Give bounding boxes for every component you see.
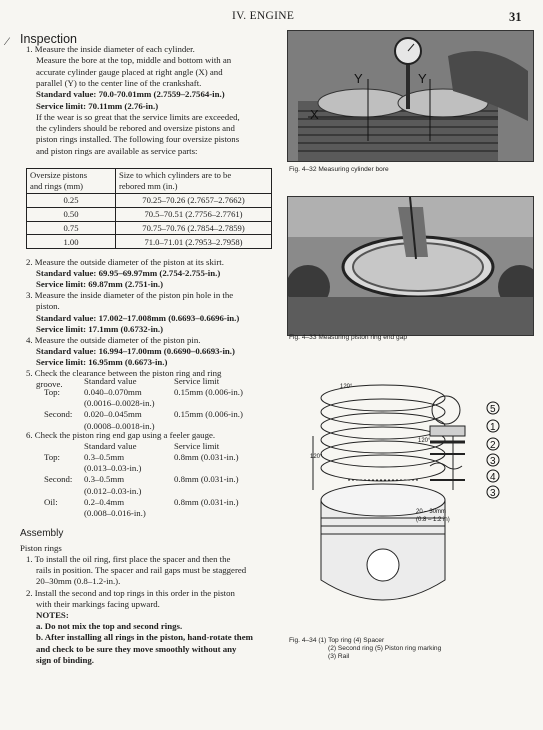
label-y-right: Y <box>418 71 427 86</box>
chapter-title: IV. ENGINE <box>232 10 295 22</box>
table-cell: Top: <box>44 452 60 462</box>
table-cell: 0.3–0.5mm <box>84 474 125 485</box>
text-line: groove. <box>36 379 63 390</box>
column-header: Standard value <box>84 376 137 386</box>
table-row <box>27 207 272 221</box>
callout-1 <box>487 420 499 433</box>
text-line: Measure the bore at the top, middle and bottom with an <box>36 55 232 66</box>
text-line: 5. Check the clearance between the piston ring and ring <box>26 368 222 378</box>
svg-text:2: 2 <box>490 440 496 451</box>
callout-4 <box>487 470 499 483</box>
table-cell: 70.25–70.26 (2.7657–2.7662) <box>116 194 272 208</box>
text-line: accurate cylinder gauge placed at right angle (X) and <box>36 66 223 77</box>
oversize-table <box>26 168 272 249</box>
label-y-left: Y <box>354 71 363 86</box>
text-line: Standard value: 70.0-70.01mm (2.7559–2.7564-in.) <box>36 89 225 100</box>
ring-gap-photo <box>288 197 533 335</box>
piston-ring-diagram <box>288 350 538 630</box>
text-line: 4. Measure the outside diameter of the piston pin. <box>26 334 201 345</box>
table-cell: 0.8mm (0.031-in.) <box>174 452 239 462</box>
text-line: 1. Measure the inside diameter of each cylinder. <box>26 44 195 54</box>
table-cell: 0.2–0.4mm <box>84 496 125 507</box>
table-row <box>27 194 272 208</box>
column-header: Standard value <box>84 441 137 451</box>
table-cell: 0.040–0.070mm <box>84 387 142 397</box>
table-row <box>27 235 272 249</box>
text-line: a. Do not mix the top and second rings. <box>36 621 183 632</box>
step-6-text: 6. Check the piston ring end gap using a feeler gauge. <box>26 430 216 440</box>
table-cell: 70.5–70.51 (2.7756–2.7761) <box>116 207 272 221</box>
table-cell: Second: <box>44 474 73 485</box>
gap-label: 20 – 30mm <box>416 509 447 515</box>
table-cell: Top: <box>44 387 60 397</box>
callout-2 <box>487 438 499 451</box>
text-line: Service limit: 17.1mm (0.6732-in.) <box>36 323 164 334</box>
caption-line: (2) Second ring (5) Piston ring marking <box>328 645 442 652</box>
angle-label: 120° <box>418 438 431 444</box>
text-line: piston. <box>36 301 60 312</box>
table-cell: 0.75 <box>27 221 116 235</box>
svg-text:3: 3 <box>490 488 496 499</box>
table-cell: Second: <box>44 409 73 420</box>
angle-label: 120° <box>310 454 323 460</box>
column-header: Service limit <box>174 376 220 386</box>
table-cell: 0.15mm (0.006-in.) <box>174 409 243 420</box>
svg-text:4: 4 <box>490 472 496 483</box>
callout-3b <box>487 486 499 499</box>
checkmark-icon: ⁄ <box>6 34 9 48</box>
gap-label-in: (0.8 – 1.2 in) <box>416 517 450 523</box>
text-line: parallel (Y) to the center line of the crankshaft. <box>36 77 202 88</box>
figure-cylinder-bore <box>287 30 534 162</box>
table-cell: (0.0008–0.0018-in.) <box>84 420 155 431</box>
table-cell: 70.75–70.76 (2.7854–2.7859) <box>116 221 272 235</box>
text-line: 1. To install the oil ring, first place the spacer and then the <box>26 554 231 564</box>
table-cell: Oil: <box>44 496 58 507</box>
table-cell: 0.020–0.045mm <box>84 409 142 420</box>
text-line: sign of binding. <box>36 654 94 665</box>
table-cell: 0.3–0.5mm <box>84 452 125 462</box>
table-header-row <box>27 169 272 194</box>
callout-3 <box>487 454 499 467</box>
figure-32-caption: Fig. 4–32 Measuring cylinder bore <box>289 166 389 173</box>
text-line: Service limit: 70.11mm (2.76-in.) <box>36 100 159 111</box>
caption-line: Fig. 4–34 (1) Top ring (4) Spacer <box>289 637 385 644</box>
svg-text:5: 5 <box>490 404 496 415</box>
text-line: 2. Install the second and top rings in this order in the piston <box>26 587 235 598</box>
column-header: Service limit <box>174 441 220 451</box>
svg-text:1: 1 <box>490 422 496 433</box>
table-row <box>27 221 272 235</box>
text-line: 3. Measure the inside diameter of the piston pin hole in the <box>26 290 234 301</box>
text-line: and piston rings are available as service parts: <box>36 145 198 156</box>
text-line: and check to be sure they move smoothly without any <box>36 643 237 654</box>
text-line: Service limit: 69.87mm (2.751-in.) <box>36 279 164 290</box>
svg-text:3: 3 <box>490 456 496 467</box>
text-line: piston rings installed. The following four oversize pistons <box>36 134 240 145</box>
page-number: 31 <box>509 10 522 24</box>
text-line: Standard value: 17.002–17.008mm (0.6693–0.6696-in.) <box>36 312 240 323</box>
text-line: 20–30mm (0.8–1.2-in.). <box>36 576 121 587</box>
table-cell: 0.25 <box>27 194 116 208</box>
angle-label: 120° <box>340 384 353 390</box>
inspection-heading: Inspection <box>20 32 77 46</box>
table-cell: (0.0016–0.0028-in.) <box>84 398 155 409</box>
table-cell: 0.8mm (0.031-in.) <box>174 496 239 507</box>
text-line: rails in position. The spacer and rail gaps must be staggered <box>36 565 247 576</box>
table-cell: 71.0–71.01 (2.7953–2.7958) <box>116 235 272 249</box>
piston-rings-subheading: Piston rings <box>20 543 62 553</box>
table-cell: (0.008–0.016-in.) <box>84 508 146 518</box>
text-line: the cylinders should be rebored and oversize pistons and <box>36 123 235 134</box>
table-cell: 0.50 <box>27 207 116 221</box>
table-header-oversize: Oversize pistons and rings (mm) <box>27 169 116 194</box>
table-cell: 0.8mm (0.031-in.) <box>174 474 239 485</box>
text-line: b. After installing all rings in the piston, hand-rotate them <box>36 632 253 643</box>
text-line: 2. Measure the outside diameter of the piston at its skirt. <box>26 257 224 267</box>
table-cell: (0.012–0.03-in.) <box>84 485 142 496</box>
text-line: Standard value: 69.95–69.97mm (2.754-2.755-in.) <box>36 268 221 279</box>
table-cell: 0.15mm (0.006-in.) <box>174 387 243 397</box>
text-line: NOTES: <box>36 610 69 620</box>
callout-5 <box>487 402 499 415</box>
label-x: X <box>310 107 319 122</box>
text-line: with their markings facing upward. <box>36 598 160 609</box>
figure-piston-ring-gap <box>287 196 534 336</box>
figure-33-caption: Fig. 4–33 Measuring piston ring end gap <box>289 334 408 341</box>
table-header-rebore: Size to which cylinders are to be rebored mm (in.) <box>116 169 272 194</box>
cylinder-bore-photo <box>288 31 533 161</box>
text-line: If the wear is so great that the service limits are exceeded, <box>36 111 240 122</box>
text-line: Service limit: 16.95mm (0.6673-in.) <box>36 356 168 367</box>
table-cell: 1.00 <box>27 235 116 249</box>
text-line: Standard value: 16.994–17.00mm (0.6690–0.6693-in.) <box>36 345 235 356</box>
assembly-heading: Assembly <box>20 528 64 539</box>
table-cell: (0.013–0.03-in.) <box>84 463 142 474</box>
caption-line: (3) Rail <box>328 653 350 660</box>
